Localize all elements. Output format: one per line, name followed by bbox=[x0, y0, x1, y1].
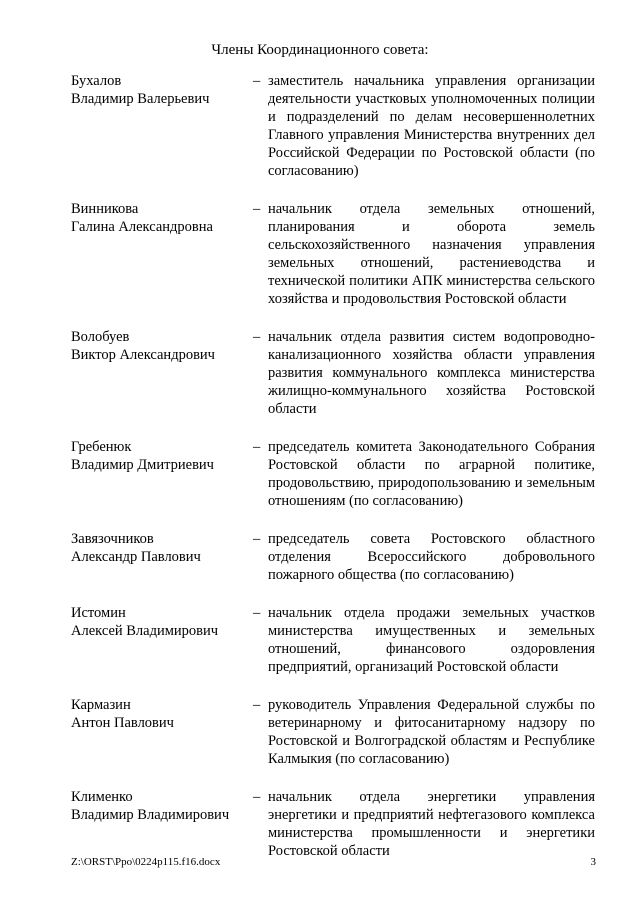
page-title: Члены Координационного совета: bbox=[211, 42, 429, 58]
member-name bbox=[71, 604, 251, 640]
member-surname: Бухалов bbox=[71, 73, 122, 89]
member-name bbox=[71, 530, 251, 566]
members-list bbox=[0, 72, 640, 880]
member-given-names: Антон Павлович bbox=[71, 715, 174, 731]
member-entry bbox=[0, 530, 640, 584]
member-name bbox=[71, 72, 251, 108]
member-surname: Винникова bbox=[71, 201, 139, 217]
member-surname: Клименко bbox=[71, 789, 133, 805]
member-entry bbox=[0, 438, 640, 510]
member-entry bbox=[0, 72, 640, 180]
member-role: председатель совета Ростовского областного отделения Всероссийского добровольного пожарного общества (по согласованию) bbox=[268, 531, 595, 583]
member-dash: – bbox=[253, 789, 261, 805]
member-role: начальник отдела земельных отношений, планирования и оборота земель сельскохозяйственного назначения управления земельных отношений, растениеводства и технической политики АПК министерства сельского хозяйства и продовольствия Ростовской области bbox=[268, 201, 595, 307]
member-entry bbox=[0, 696, 640, 768]
member-surname: Завязочников bbox=[71, 531, 154, 547]
member-dash: – bbox=[253, 201, 261, 217]
member-role: председатель комитета Законодательного Собрания Ростовской области по аграрной политике, продовольствию, природопользованию и земельным отношениям (по согласованию) bbox=[268, 439, 595, 509]
member-dash: – bbox=[253, 329, 261, 345]
member-role: начальник отдела энергетики управления энергетики и предприятий нефтегазового комплекса министерства промышленности и энергетики Ростовской области bbox=[268, 789, 595, 859]
member-dash: – bbox=[253, 439, 261, 455]
member-given-names: Алексей Владимирович bbox=[71, 623, 219, 639]
member-entry bbox=[0, 788, 640, 860]
member-role: руководитель Управления Федеральной службы по ветеринарному и фитосанитарному надзору по Ростовской и Волгоградской областям и Республике Калмыкия (по согласованию) bbox=[268, 697, 595, 767]
member-name bbox=[71, 200, 251, 236]
member-dash: – bbox=[253, 73, 261, 89]
member-dash: – bbox=[253, 531, 261, 547]
member-surname: Кармазин bbox=[71, 697, 131, 713]
member-given-names: Александр Павлович bbox=[71, 549, 201, 565]
footer-file-path: Z:\ORST\Ppo\0224p115.f16.docx bbox=[71, 856, 221, 868]
member-given-names: Владимир Владимирович bbox=[71, 807, 230, 823]
member-given-names: Галина Александровна bbox=[71, 219, 213, 235]
member-dash: – bbox=[253, 697, 261, 713]
member-name bbox=[71, 788, 251, 824]
member-entry bbox=[0, 328, 640, 418]
member-name bbox=[71, 328, 251, 364]
member-surname: Волобуев bbox=[71, 329, 130, 345]
member-given-names: Владимир Дмитриевич bbox=[71, 457, 214, 473]
member-name bbox=[71, 696, 251, 732]
member-name bbox=[71, 438, 251, 474]
member-entry bbox=[0, 200, 640, 308]
member-role: заместитель начальника управления организации деятельности участковых уполномоченных полиции и подразделений по делам несовершеннолетних Главного управления Министерства внутренних дел Российской Федерации по Ростовской области (по согласованию) bbox=[268, 73, 595, 179]
member-role: начальник отдела продажи земельных участков министерства имущественных и земельных отношений, финансового оздоровления предприятий, организаций Ростовской области bbox=[268, 605, 595, 675]
member-given-names: Виктор Александрович bbox=[71, 347, 215, 363]
footer-page-number: 3 bbox=[590, 856, 596, 868]
member-role: начальник отдела развития систем водопроводно-канализационного хозяйства области управления развития коммунального комплекса министерства жилищно-коммунального хозяйства Ростовской области bbox=[268, 329, 595, 417]
member-surname: Гребенюк bbox=[71, 439, 132, 455]
member-dash: – bbox=[253, 605, 261, 621]
member-surname: Истомин bbox=[71, 605, 126, 621]
member-entry bbox=[0, 604, 640, 676]
member-given-names: Владимир Валерьевич bbox=[71, 91, 210, 107]
